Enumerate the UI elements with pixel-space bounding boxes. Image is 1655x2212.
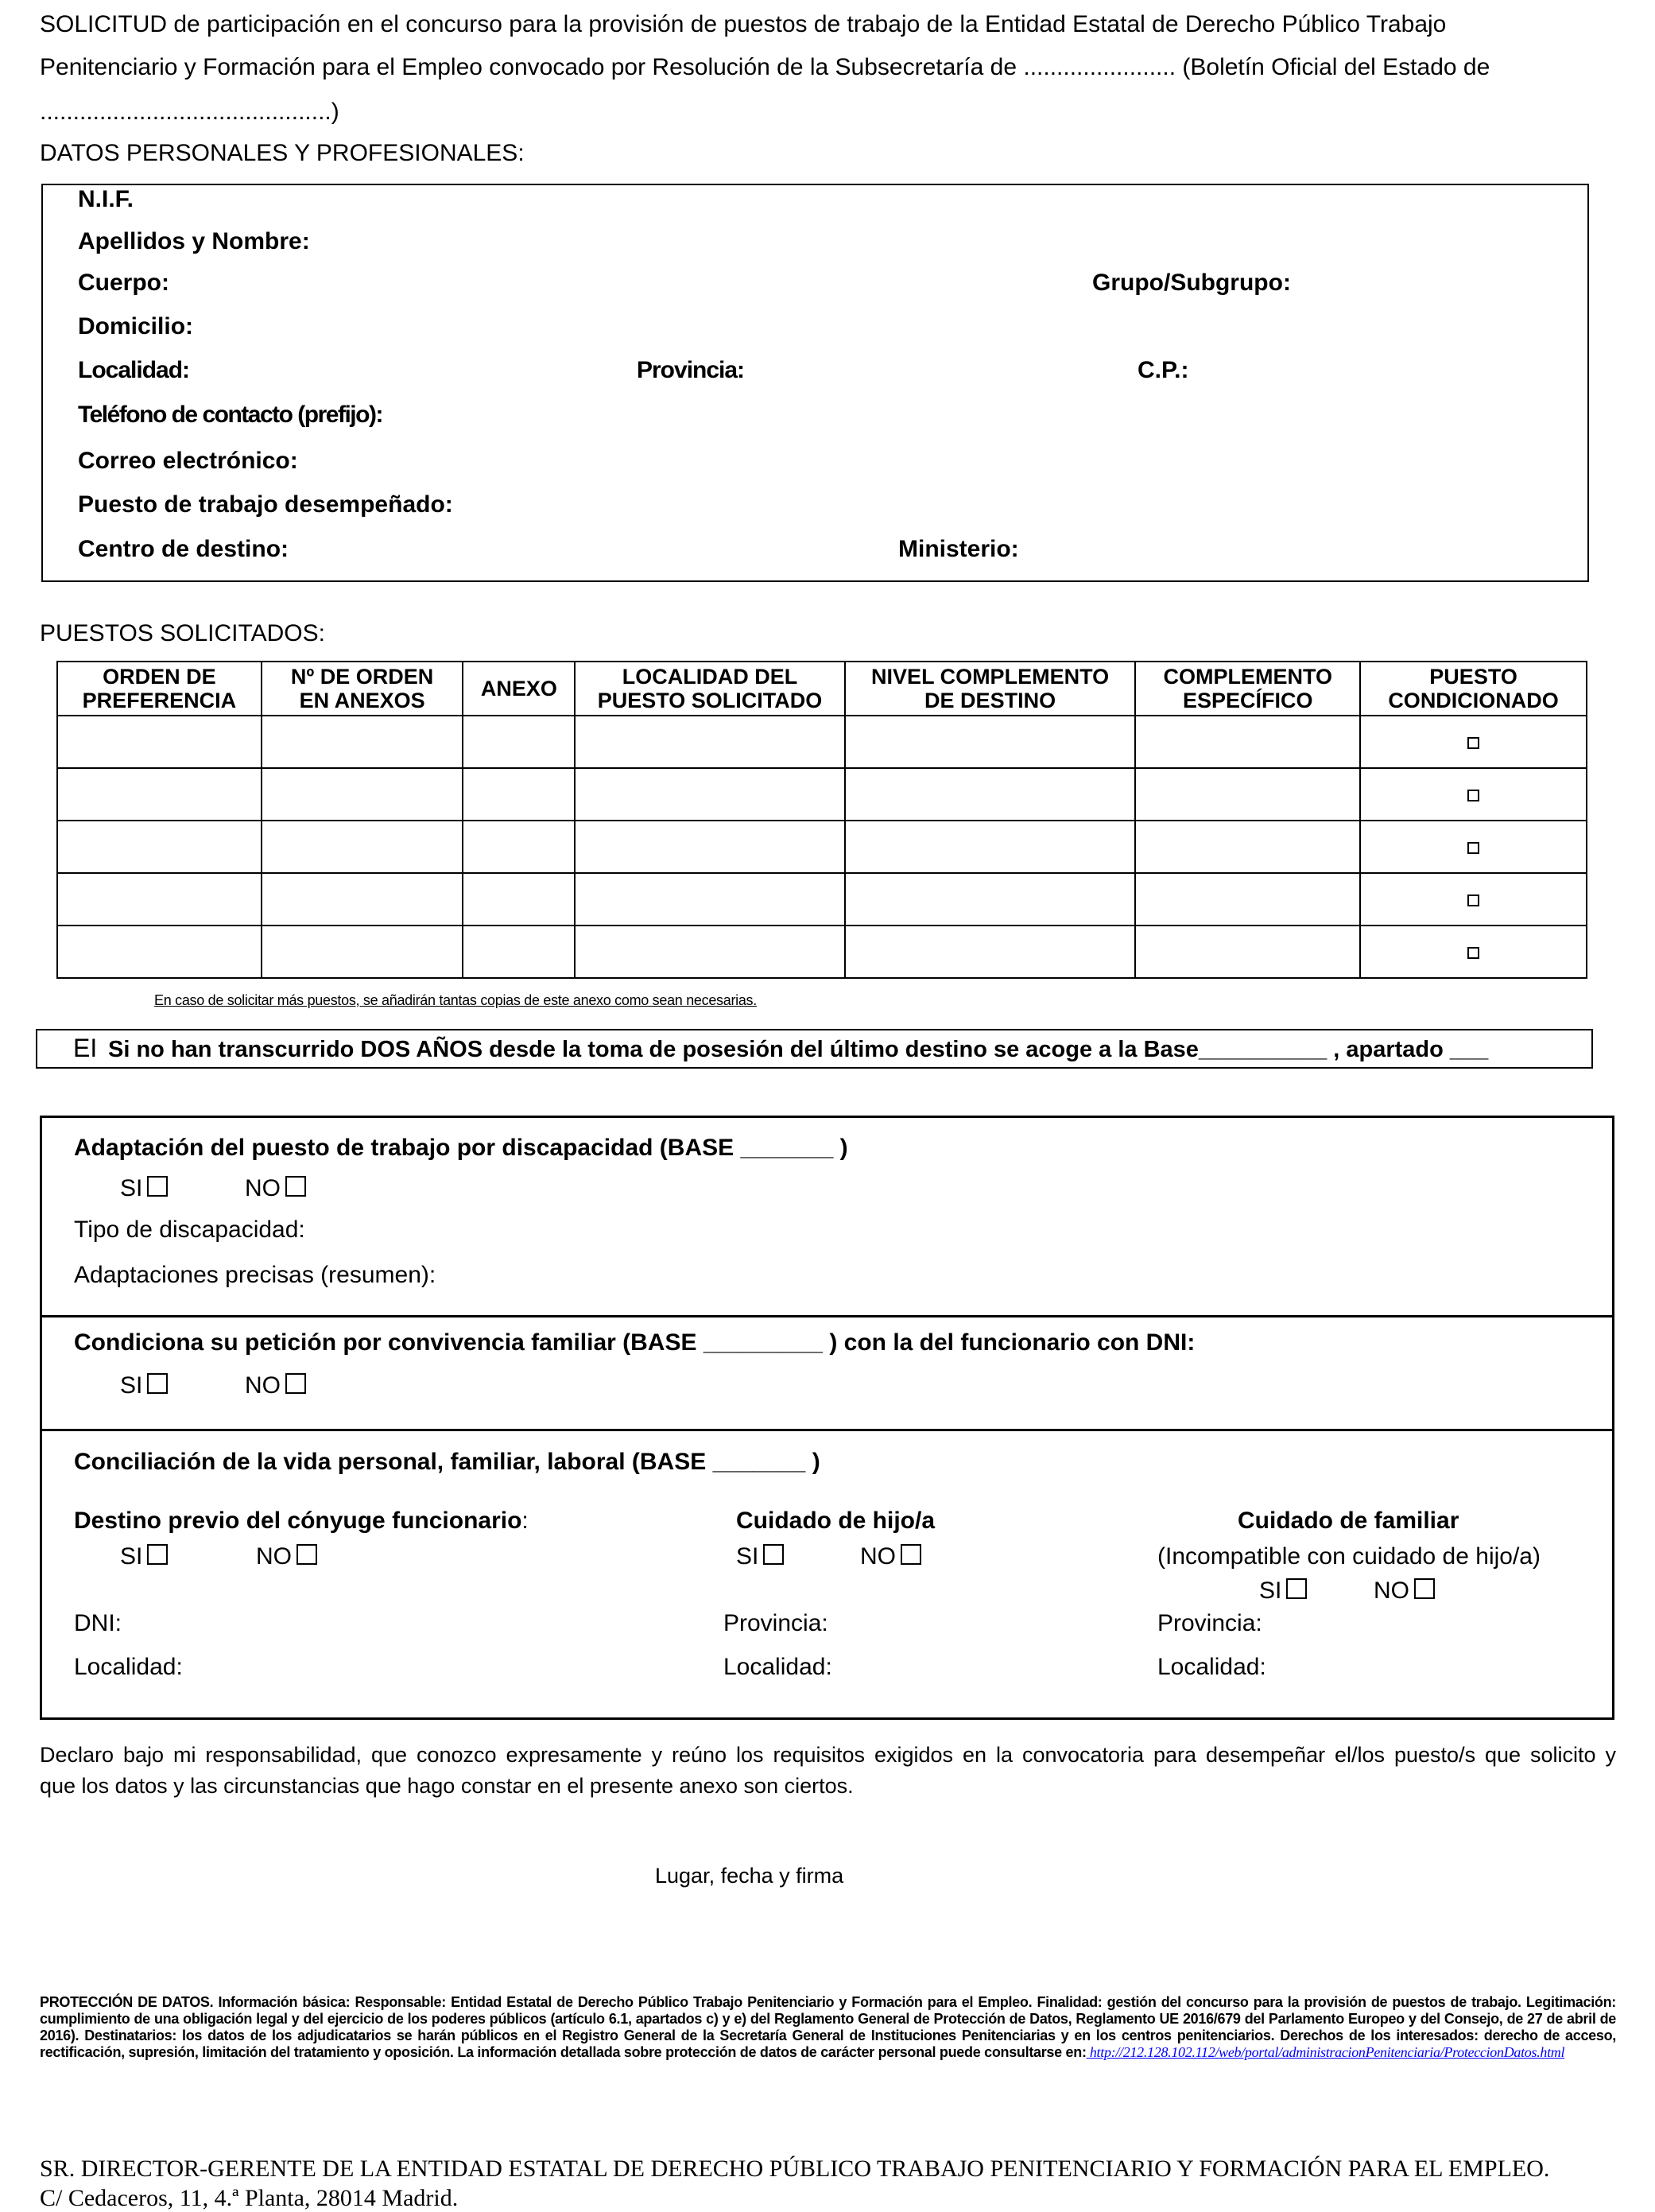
checkbox[interactable]: [147, 1544, 168, 1565]
column-header-line: CONDICIONADO: [1388, 689, 1559, 712]
table-cell[interactable]: [1135, 821, 1360, 873]
table-cell[interactable]: [57, 873, 262, 926]
domicilio-label: Domicilio:: [78, 313, 194, 340]
table-row: [57, 926, 1587, 978]
table-cell[interactable]: [262, 821, 463, 873]
table-cell[interactable]: [575, 873, 845, 926]
table-note: En caso de solicitar más puestos, se añadirán tantas copias de este anexo como sean necesarias.: [154, 992, 757, 1008]
column-header-line: EN ANEXOS: [299, 689, 425, 712]
localidad-conyuge-label: Localidad:: [74, 1654, 183, 1680]
no-label: NO: [245, 1175, 281, 1201]
table-cell[interactable]: [463, 716, 575, 768]
table-cell[interactable]: [57, 821, 262, 873]
table-cell[interactable]: [262, 926, 463, 978]
dni-label: DNI:: [74, 1610, 122, 1636]
divider: [40, 1429, 1614, 1431]
adaptacion-no[interactable]: [245, 1175, 306, 1202]
familiar-si[interactable]: [1259, 1578, 1307, 1605]
table-cell[interactable]: [262, 768, 463, 821]
condicionado-cell[interactable]: [1360, 873, 1587, 926]
colon: :: [521, 1508, 529, 1534]
proteccion-datos: [40, 1994, 1616, 2061]
no-label: NO: [245, 1372, 281, 1399]
column-header-line: PUESTO: [1429, 665, 1517, 689]
adaptaciones-label: Adaptaciones precisas (resumen):: [74, 1262, 436, 1288]
checkbox[interactable]: [147, 1373, 168, 1394]
table-row: [57, 716, 1587, 768]
header-line-3: ............................................): [40, 99, 339, 125]
table-cell[interactable]: [463, 873, 575, 926]
condicionado-cell[interactable]: [1360, 926, 1587, 978]
column-header: [57, 662, 262, 716]
no-label: NO: [860, 1543, 896, 1570]
grupo-label: Grupo/Subgrupo:: [1092, 270, 1291, 296]
checkbox[interactable]: [1467, 895, 1479, 906]
nombre-label: Apellidos y Nombre:: [78, 228, 310, 254]
no-label: NO: [1374, 1578, 1409, 1604]
localidad-label: Localidad:: [78, 357, 190, 383]
table-cell[interactable]: [463, 768, 575, 821]
nif-label: N.I.F.: [78, 186, 134, 212]
header-line-2: Penitenciario y Formación para el Empleo convocado por Resolución de la Subsecretaría de ....................... (Boletín Oficial del Estado de: [40, 54, 1490, 80]
no-label: NO: [256, 1543, 292, 1570]
declaro-line-1: Declaro bajo mi responsabilidad, que conozco expresamente y reúno los requisitos exigidos en la convocatoria para desempeñar el/los puesto/s que solicito y: [40, 1743, 1616, 1767]
firma-label: Lugar, fecha y firma: [655, 1864, 844, 1888]
condiciona-si[interactable]: [120, 1372, 168, 1399]
localidad-familiar-label: Localidad:: [1157, 1654, 1266, 1680]
cuerpo-label: Cuerpo:: [78, 270, 169, 296]
hijo-no[interactable]: [860, 1543, 921, 1570]
familiar-no[interactable]: [1374, 1578, 1435, 1605]
table-cell[interactable]: [262, 716, 463, 768]
table-cell[interactable]: [1135, 873, 1360, 926]
checkbox[interactable]: [1286, 1578, 1307, 1599]
condicionado-cell[interactable]: [1360, 821, 1587, 873]
table-cell[interactable]: [57, 768, 262, 821]
column-header-line: LOCALIDAD DEL: [622, 665, 798, 689]
checkbox[interactable]: [763, 1544, 784, 1565]
checkbox[interactable]: [147, 1176, 168, 1197]
checkbox[interactable]: [1414, 1578, 1435, 1599]
checkbox[interactable]: [285, 1373, 306, 1394]
table-cell[interactable]: [845, 821, 1136, 873]
declaro-line-2: que los datos y las circunstancias que hago constar en el presente anexo son ciertos.: [40, 1774, 854, 1798]
conyuge-si[interactable]: [120, 1543, 168, 1570]
cp-label: C.P.:: [1138, 357, 1189, 383]
conyuge-text: Destino previo del cónyuge funcionario: [74, 1508, 522, 1534]
table-cell[interactable]: [575, 716, 845, 768]
si-label: SI: [120, 1175, 143, 1201]
column-header-line: PUESTO SOLICITADO: [597, 689, 823, 712]
table-cell[interactable]: [575, 926, 845, 978]
table-cell[interactable]: [57, 716, 262, 768]
checkbox[interactable]: [297, 1544, 317, 1565]
column-header-line: DE DESTINO: [924, 689, 1056, 712]
column-header: [1135, 662, 1360, 716]
header-line-1: SOLICITUD de participación en el concurso para la provisión de puestos de trabajo de la Entidad Estatal de Derecho Público Trabajo: [40, 11, 1447, 37]
table-cell[interactable]: [845, 768, 1136, 821]
table-cell[interactable]: [575, 768, 845, 821]
column-header-line: ANEXO: [480, 677, 557, 700]
column-header-line: PREFERENCIA: [82, 689, 237, 712]
table-cell[interactable]: [463, 926, 575, 978]
centro-label: Centro de destino:: [78, 536, 289, 562]
table-cell[interactable]: [262, 873, 463, 926]
checkbox[interactable]: [1467, 737, 1479, 749]
condicionado-cell[interactable]: [1360, 716, 1587, 768]
table-row: [57, 873, 1587, 926]
condiciona-no[interactable]: [245, 1372, 306, 1399]
ministerio-label: Ministerio:: [898, 536, 1019, 562]
correo-label: Correo electrónico:: [78, 448, 298, 474]
proteccion-link[interactable]: http://212.128.102.112/web/portal/administracionPenitenciaria/ProteccionDatos.html: [1086, 2044, 1565, 2060]
si-label: SI: [120, 1372, 143, 1399]
checkbox[interactable]: [1467, 947, 1479, 959]
si-label: SI: [1259, 1578, 1282, 1604]
familiar-label: Cuidado de familiar: [1238, 1508, 1459, 1534]
checkbox[interactable]: [901, 1544, 921, 1565]
table-cell[interactable]: [1135, 716, 1360, 768]
puestos-table: [56, 661, 1587, 979]
si-label: SI: [120, 1543, 143, 1570]
si-label: SI: [736, 1543, 759, 1570]
table-row: [57, 821, 1587, 873]
table-cell[interactable]: [1135, 768, 1360, 821]
checkbox[interactable]: [1467, 790, 1479, 801]
familiar-note: (Incompatible con cuidado de hijo/a): [1157, 1543, 1541, 1570]
destinatario-line-1: SR. DIRECTOR-GERENTE DE LA ENTIDAD ESTATAL DE DERECHO PÚBLICO TRABAJO PENITENCIARIO Y FORMACIÓN PARA EL EMPLEO.: [40, 2156, 1550, 2182]
table-cell[interactable]: [845, 873, 1136, 926]
conciliacion-title: Conciliación de la vida personal, familiar, laboral (BASE _______ ): [74, 1449, 820, 1475]
telefono-label: Teléfono de contacto (prefijo):: [78, 402, 382, 428]
column-header-line: COMPLEMENTO: [1163, 665, 1332, 689]
section-title-puestos: PUESTOS SOLICITADOS:: [40, 620, 325, 646]
column-header: [575, 662, 845, 716]
column-header: [262, 662, 463, 716]
section-title-personal: DATOS PERSONALES Y PROFESIONALES:: [40, 140, 525, 166]
condicionado-cell[interactable]: [1360, 768, 1587, 821]
table-cell[interactable]: [463, 821, 575, 873]
provincia-label: Provincia:: [637, 357, 745, 383]
conyuge-no[interactable]: [256, 1543, 317, 1570]
conyuge-label: [74, 1508, 529, 1535]
condiciona-title: Condiciona su petición por convivencia familiar (BASE _________ ) con la del funcionario con DNI:: [74, 1329, 1196, 1356]
dos-anos-text: Si no han transcurrido DOS AÑOS desde la toma de posesión del último destino se acoge a la Base__________ , apartado ___: [108, 1037, 1489, 1062]
localidad-hijo-label: Localidad:: [723, 1654, 832, 1680]
table-cell[interactable]: [1135, 926, 1360, 978]
column-header: [463, 662, 575, 716]
table-cell[interactable]: [845, 926, 1136, 978]
column-header-line: Nº DE ORDEN: [290, 665, 434, 689]
table-row: [57, 768, 1587, 821]
divider: [40, 1315, 1614, 1317]
column-header-line: ORDEN DE: [103, 665, 216, 689]
table-cell[interactable]: [575, 821, 845, 873]
destinatario-line-2: C/ Cedaceros, 11, 4.ª Planta, 28014 Madrid.: [40, 2185, 459, 2211]
tipo-label: Tipo de discapacidad:: [74, 1217, 305, 1243]
column-header-line: ESPECÍFICO: [1182, 689, 1313, 712]
hijo-si[interactable]: [736, 1543, 784, 1570]
puesto-label: Puesto de trabajo desempeñado:: [78, 491, 453, 518]
table-cell[interactable]: [57, 926, 262, 978]
checkbox[interactable]: [285, 1176, 306, 1197]
provincia-familiar-label: Provincia:: [1157, 1610, 1262, 1636]
checkbox[interactable]: [1467, 842, 1479, 854]
proteccion-text: PROTECCIÓN DE DATOS. Información básica: Responsable: Entidad Estatal de Derecho Público Trabajo Penitenciario y Formación para el Empleo. Finalidad: gestión del concurso para la provisión de puestos de trabajo. Legitimación: cumplimiento de una obligación legal y del ejercicio de los poderes públicos (artículo 6.1, apartados c) y e) del Reglamento General de Protección de Datos, Reglamento UE 2016/679 del Parlamento Europeo y del Consejo, de 27 de abril de 2016). Destinatarios: los datos de los adjudicatarios se harán públicos en el Registro General de la Secretaría General de Instituciones Penitenciarias y en los centros penitenciarios. Derechos de los interesados: derecho de acceso, rectificación, supresión, limitación del tratamiento y oposición. La información detallada sobre protección de datos de carácter personal puede consultarse en:: [40, 1994, 1616, 2060]
adaptacion-title: Adaptación del puesto de trabajo por discapacidad (BASE _______ ): [74, 1135, 848, 1161]
dos-anos-prefix: EI: [73, 1034, 98, 1062]
column-header: [845, 662, 1136, 716]
adaptacion-si[interactable]: [120, 1175, 168, 1202]
column-header-line: NIVEL COMPLEMENTO: [871, 665, 1110, 689]
column-header: [1360, 662, 1587, 716]
hijo-label: Cuidado de hijo/a: [736, 1508, 936, 1534]
provincia-hijo-label: Provincia:: [723, 1610, 828, 1636]
table-cell[interactable]: [845, 716, 1136, 768]
